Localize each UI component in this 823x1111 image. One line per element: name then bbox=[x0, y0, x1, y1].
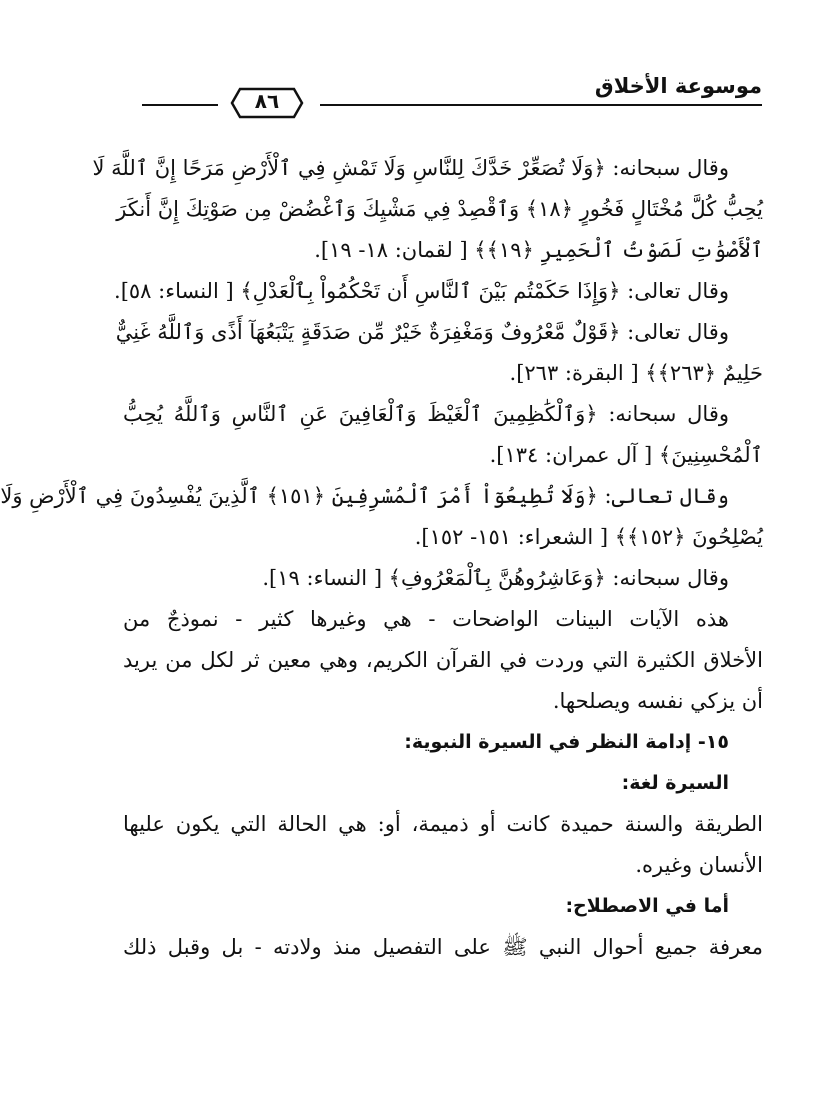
book-title: موسوعة الأخلاق bbox=[594, 74, 762, 98]
verse-line: ٱلْأَصْوَٰتِ لَصَوْتُ ٱلْحَمِيرِ ﴿١٩﴾﴾ [ لقمان: ١٨- ١٩]. bbox=[314, 238, 763, 262]
page-number-badge bbox=[230, 86, 304, 120]
subheading: السيرة لغة: bbox=[621, 772, 729, 794]
section-heading: ١٥- إدامة النظر في السيرة النبوية: bbox=[404, 731, 729, 753]
header-rule bbox=[320, 104, 762, 106]
verse-line: ٱلْمُحْسِنِينَ﴾ [ آل عمران: ١٣٤]. bbox=[489, 443, 763, 467]
verse-line: وقال تعالى: ﴿قَوْلٌ مَّعْرُوفٌ وَمَغْفِرَةٌ خَيْرٌ مِّن صَدَقَةٍ يَتْبَعُهَآ أَذًى وَٱللَّهُ غَنِيٌّ bbox=[115, 320, 729, 344]
verse-line: يُحِبُّ كُلَّ مُخْتَالٍ فَخُورٍ ﴿١٨﴾ وَٱقْصِدْ فِي مَشْيِكَ وَٱغْضُضْ مِن صَوْتِكَ إِنَّ أَنكَرَ bbox=[116, 197, 763, 221]
page-body bbox=[0, 148, 763, 968]
verse-line: وقال سبحانه: ﴿وَلَا تُصَعِّرْ خَدَّكَ لِلنَّاسِ وَلَا تَمْشِ فِي ٱلْأَرْضِ مَرَحًا إِنَّ ٱللَّهَ لَا bbox=[92, 156, 729, 180]
verse-line: وقال تعالى: ﴿وَإِذَا حَكَمْتُم بَيْنَ ٱلنَّاسِ أَن تَحْكُمُواْ بِٱلْعَدْلِ﴾ [ النساء: ٥٨]. bbox=[114, 279, 729, 303]
header-rule-left bbox=[142, 104, 218, 106]
page-number: ٨٦ bbox=[254, 89, 280, 113]
verse-line: حَلِيمٌ ﴿٢٦٣﴾﴾ [ البقرة: ٢٦٣]. bbox=[509, 361, 763, 385]
paragraph-line: معرفة جميع أحوال النبي ﷺ على التفصيل منذ ولادته - بل وقبل ذلك bbox=[123, 935, 763, 959]
paragraph-line: الأنسان وغيره. bbox=[635, 853, 763, 877]
paragraph-line: هذه الآيات البينات الواضحات - هي وغيرها كثير - نموذجٌ من bbox=[123, 607, 729, 631]
paragraph-line: أن يزكي نفسه ويصلحها. bbox=[552, 689, 763, 713]
verse-line: وقال سبحانه: ﴿وَعَاشِرُوهُنَّ بِٱلْمَعْرُوفِ﴾ [ النساء: ١٩]. bbox=[262, 566, 729, 590]
verse-line: وقال تعالى: ﴿وَلَا تُطِيعُوٓاْ أَمْرَ ٱلْمُسْرِفِينَ ﴿١٥١﴾ ٱلَّذِينَ يُفْسِدُونَ فِي ٱلْأَرْضِ وَلَا bbox=[0, 484, 729, 508]
page-header bbox=[142, 68, 762, 116]
paragraph-line: الأخلاق الكثيرة التي وردت في القرآن الكريم، وهي معين ثر لكل من يريد bbox=[123, 648, 763, 672]
subheading: أما في الاصطلاح: bbox=[565, 895, 729, 917]
paragraph-line: الطريقة والسنة حميدة كانت أو ذميمة، أو: هي الحالة التي يكون عليها bbox=[123, 812, 763, 836]
verse-line: يُصْلِحُونَ ﴿١٥٢﴾﴾ [ الشعراء: ١٥١- ١٥٢]. bbox=[414, 525, 763, 549]
verse-line: وقال سبحانه: ﴿وَٱلْكَٰظِمِينَ ٱلْغَيْظَ وَٱلْعَافِينَ عَنِ ٱلنَّاسِ وَٱللَّهُ يُحِبُّ bbox=[123, 402, 729, 426]
